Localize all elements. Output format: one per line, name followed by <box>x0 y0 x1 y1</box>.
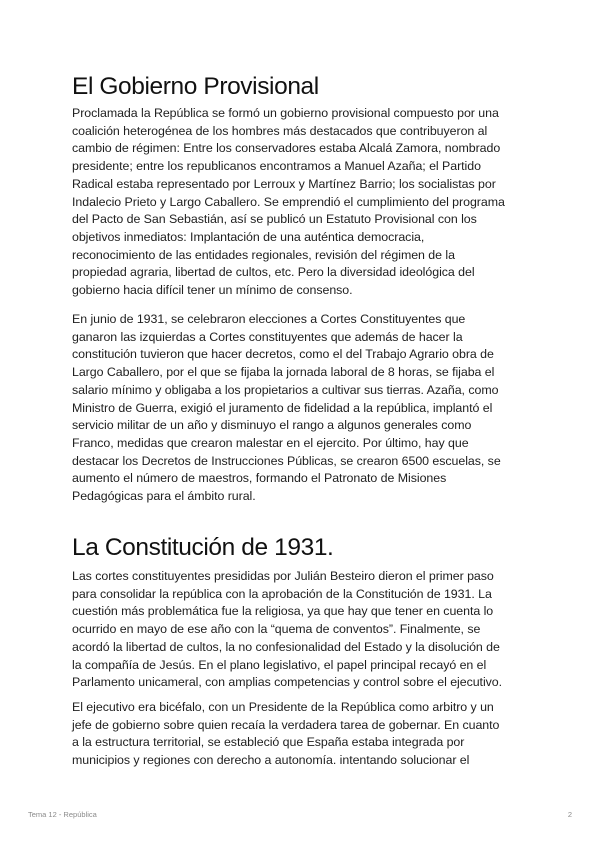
text-line: destacar los Decretos de Instrucciones Públicas, se crearon 6500 escuelas, se <box>72 453 501 468</box>
text-line: del Pacto de San Sebastián, así se publicó un Estatuto Provisional con los <box>72 212 477 227</box>
text-line: Ministro de Guerra, exigió el juramento de fidelidad a la república, implantó el <box>72 400 493 415</box>
text-line: Pedagógicas para el ámbito rural. <box>72 489 256 504</box>
text-line: gobierno hacia difícil tener un mínimo de consenso. <box>72 283 353 298</box>
text-line: El ejecutivo era bicéfalo, con un Presidente de la República como arbitro y un <box>72 700 494 714</box>
text-line: reconocimiento de las entidades regionales, revisión del régimen de la <box>72 247 455 262</box>
paragraph-constitucion-1 <box>72 568 532 692</box>
text-line: ganaron las izquierdas a Cortes constituyentes que además de hacer la <box>72 329 463 344</box>
text-line: propiedad agraria, libertad de cultos, etc. Pero la diversidad ideológica del <box>72 265 475 280</box>
text-line: ocurrido en mayo de ese año con la “quema de conventos”. Finalmente, se <box>72 622 481 637</box>
text-line: cuestión más problemática fue la religiosa, ya que hay que tener en cuenta lo <box>72 604 494 619</box>
text-line: a la estructura territorial, se estableció que España estaba integrada por <box>72 735 465 750</box>
section-title-gobierno-provisional: El Gobierno Provisional <box>72 73 319 100</box>
text-line: Las cortes constituyentes presididas por Julián Besteiro dieron el primer paso <box>72 569 494 583</box>
text-line: aumento el número de maestros, formando el Patronato de Misiones <box>72 471 447 486</box>
text-line: cambio de régimen: Entre los conservadores estaba Alcalá Zamora, nombrado <box>72 141 501 156</box>
text-line: Parlamento unicameral, con amplias competencias y control sobre el ejecutivo. <box>72 675 503 690</box>
text-line: municipios y regiones con derecho a autonomía. intentando solucionar el <box>72 753 470 768</box>
text-line: constitución tuvieron que hacer decretos, como el del Trabajo Agrario obra de <box>72 347 494 362</box>
text-line: Largo Caballero, por el que se fijaba la jornada laboral de 8 horas, se fijaba el <box>72 365 495 380</box>
paragraph-gobierno-1 <box>72 105 532 300</box>
text-line: para consolidar la república con la aprobación de la Constitución de 1931. La <box>72 586 492 601</box>
paragraph-gobierno-2 <box>72 311 532 506</box>
text-line: servicio militar de un año y disminuyo el rango a algunos generales como <box>72 418 472 433</box>
text-line: En junio de 1931, se celebraron elecciones a Cortes Constituyentes que <box>72 312 466 326</box>
text-line: la compañía de Jesús. En el plano legislativo, el papel principal recayó en el <box>72 657 487 672</box>
text-line: Franco, medidas que crearon malestar en el ejercito. Por último, hay que <box>72 435 469 450</box>
text-line: Proclamada la República se formó un gobierno provisional compuesto por una <box>72 106 499 120</box>
text-line: jefe de gobierno sobre quien recaía la verdadera tarea de gobernar. En cuanto <box>72 717 500 732</box>
text-line: Indalecio Prieto y Largo Caballero. Se emprendió el cumplimiento del programa <box>72 194 505 209</box>
text-line: objetivos inmediatos: Implantación de una auténtica democracia, <box>72 229 425 244</box>
footer-page-number: 2 <box>567 810 572 819</box>
paragraph-constitucion-2 <box>72 699 532 770</box>
text-line: acordó la libertad de cultos, la no confesionalidad del Estado y la disolución de <box>72 639 500 654</box>
text-line: Radical estaba representado por Lerroux y Martínez Barrio; los socialistas por <box>72 176 496 191</box>
section-title-constitucion-1931: La Constitución de 1931. <box>72 534 334 561</box>
text-line: coalición heterogénea de los hombres más destacados que contribuyeron al <box>72 123 488 138</box>
footer-document-title: Tema 12 - República <box>28 810 97 819</box>
text-line: presidente; entre los republicanos encontramos a Manuel Azaña; el Partido <box>72 159 481 174</box>
text-line: salario mínimo y obligaba a los propietarios a cultivar sus tierras. Azaña, como <box>72 382 499 397</box>
